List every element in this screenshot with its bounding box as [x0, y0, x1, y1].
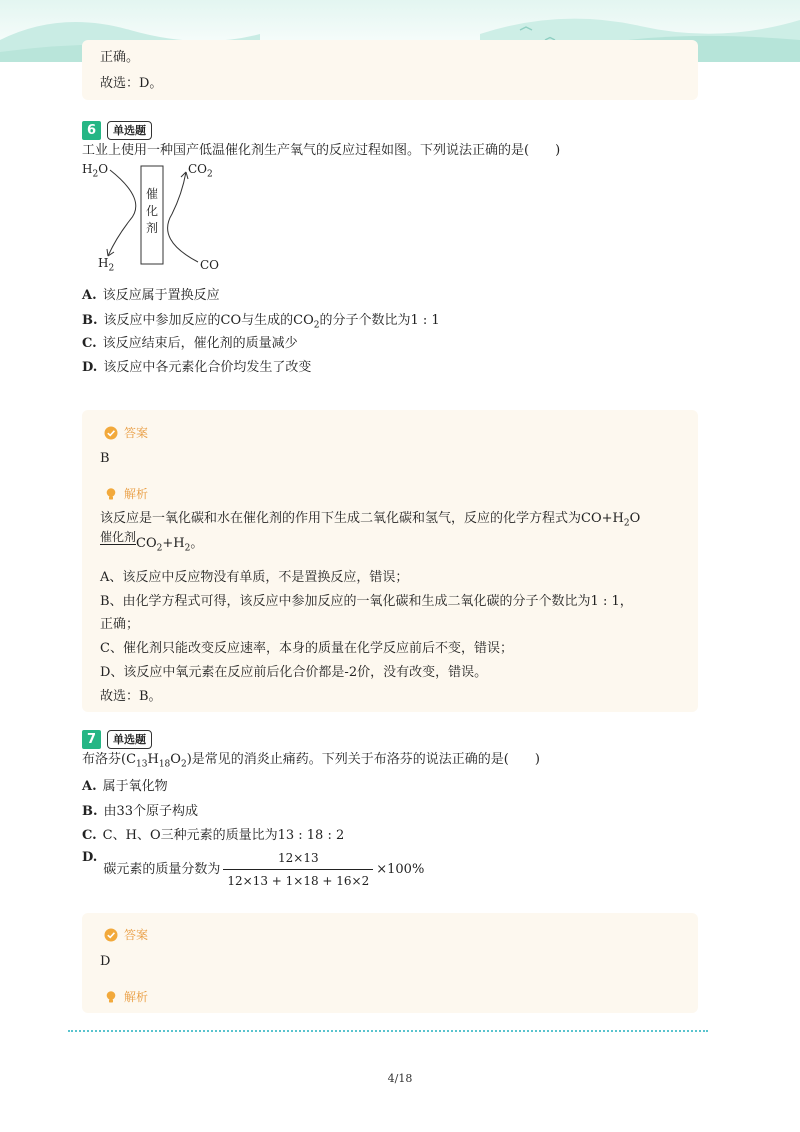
- check-badge-icon: [104, 426, 118, 440]
- previous-answer-line: 故选：D。: [100, 76, 163, 91]
- option-c[interactable]: C. 该反应结束后，催化剂的质量减少: [82, 336, 298, 351]
- option-c[interactable]: C. C、H、O三种元素的质量比为13 : 18 : 2: [82, 828, 345, 843]
- analysis-line-8: 故选：B。: [100, 689, 162, 704]
- question-number-badge: 6: [82, 121, 101, 140]
- question-6-stem: 工业上使用一种国产低温催化剂生产氧气的反应过程如图。下列说法正确的是( ): [82, 143, 561, 158]
- question-type-badge: 单选题: [107, 730, 152, 749]
- analysis-line-7: D、该反应中氧元素在反应前后化合价都是-2价，没有改变，错误。: [100, 665, 488, 680]
- co2-label: $CO_2$: [188, 162, 213, 180]
- catalyst-box-text: 催 化 剂: [145, 187, 158, 235]
- analysis-label: 解析: [124, 487, 149, 501]
- analysis-line-4: B、由化学方程式可得，该反应中参加反应的一氧化碳和生成二氧化碳的分子个数比为1 : 1，: [100, 594, 633, 609]
- reaction-condition: 催化剂: [100, 530, 137, 544]
- question-number-badge: 7: [82, 730, 101, 749]
- answer-label: 答案: [124, 928, 149, 942]
- previous-analysis-line: 正确。: [100, 50, 140, 65]
- answer-value: B: [100, 451, 110, 466]
- option-d[interactable]: D. 该反应中各元素化合价均发生了改变: [82, 360, 312, 375]
- answer-label: 答案: [124, 426, 149, 440]
- answer-tag: [104, 926, 148, 943]
- footer-divider: [68, 1030, 708, 1032]
- lightbulb-icon: [104, 487, 118, 501]
- question-7-solution-card: [82, 913, 698, 1013]
- analysis-line-1: 该反应是一氧化碳和水在催化剂的作用下生成二氧化碳和氢气，反应的化学方程式为$CO+H_2O$: [100, 511, 641, 529]
- analysis-line-5: 正确；: [100, 617, 140, 632]
- previous-analysis-card: [82, 40, 698, 100]
- h2o-label: $H_2O$: [82, 162, 109, 180]
- lightbulb-icon: [104, 990, 118, 1004]
- question-7-header: [82, 729, 152, 749]
- option-d[interactable]: D.碳元素的质量分数为 $\frac{12\times 13}{12\times 13 + 1\times 18 + 16\times 2}$ ×100%: [82, 848, 424, 891]
- analysis-line-3: A、该反应中反应物没有单质，不是置换反应，错误；: [100, 570, 409, 585]
- h2-label: $H_2$: [98, 256, 115, 274]
- catalyst-reaction-diagram: [82, 160, 232, 278]
- analysis-tag: [104, 988, 148, 1005]
- mass-fraction-expression: $\frac{12\times 13}{12\times 13 + 1\times 18 + 16\times 2}$: [223, 848, 373, 891]
- question-type-badge: 单选题: [107, 121, 152, 140]
- answer-value: D: [100, 954, 111, 969]
- option-a[interactable]: A. 该反应属于置换反应: [82, 288, 220, 303]
- option-b[interactable]: B. 该反应中参加反应的CO与生成的$CO_2$的分子个数比为1 : 1: [82, 313, 440, 331]
- page-number: 4/18: [387, 1072, 413, 1085]
- option-a[interactable]: A. 属于氧化物: [82, 779, 168, 794]
- analysis-label: 解析: [124, 990, 149, 1004]
- analysis-tag: [104, 485, 148, 502]
- check-badge-icon: [104, 928, 118, 942]
- analysis-line-6: C、催化剂只能改变反应速率，本身的质量在化学反应前后不变，错误；: [100, 641, 513, 656]
- question-7-stem: 布洛芬$(C_{13}H_{18}O_2)$是常见的消炎止痛药。下列关于布洛芬的说法正确的是( ): [82, 752, 540, 770]
- co-label: CO: [200, 258, 220, 272]
- answer-tag: [104, 424, 148, 441]
- option-b[interactable]: B. 由33个原子构成: [82, 804, 199, 819]
- question-6-header: [82, 120, 152, 140]
- analysis-line-2: 催化剂$CO_2+H_2$。: [100, 530, 204, 554]
